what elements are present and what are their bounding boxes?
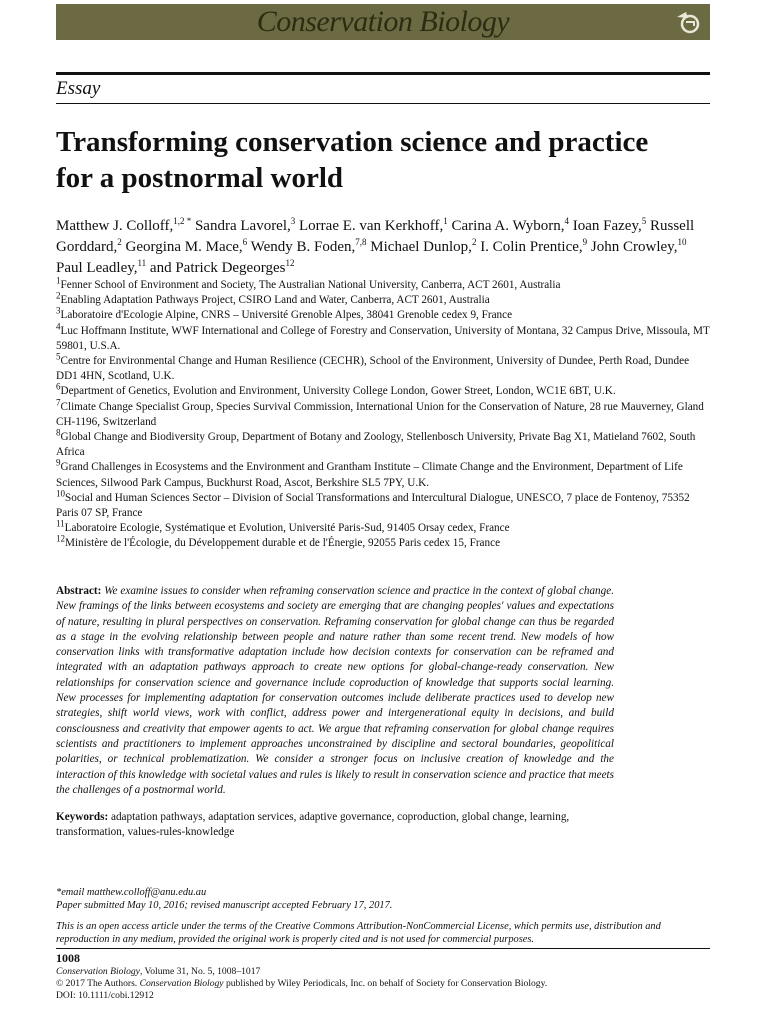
affiliation-number: 6	[56, 381, 61, 392]
affiliation-text: Climate Change Specialist Group, Species Survival Commission, International Union for the Conservation of Nature, 28 rue Mauverney, Gland CH-1196, Switzerland	[56, 400, 704, 428]
page-number: 1008	[56, 951, 80, 965]
author-affiliation-marker: 1,2 *	[173, 216, 192, 226]
author-affiliation-marker: 2	[471, 237, 477, 247]
affiliation	[56, 275, 710, 293]
affiliation	[56, 290, 710, 308]
article-title-line: Transforming conservation science and practice	[56, 126, 649, 158]
author-affiliation-marker: 7,8	[355, 237, 367, 247]
author-name: Paul Leadley,	[56, 260, 138, 276]
affiliation-text: Fenner School of Environment and Society, The Australian National University, Canberra, ACT 2601, Australia	[60, 279, 561, 291]
affiliation-number: 3	[56, 305, 61, 316]
author	[480, 239, 587, 255]
author-name: Matthew J. Colloff,	[56, 218, 174, 234]
author	[56, 218, 191, 234]
affiliation-number: 12	[56, 533, 65, 544]
open-access-logo-icon	[674, 9, 702, 35]
author-affiliation-marker: 5	[641, 216, 647, 226]
journal-name: Conservation Biology	[256, 5, 510, 38]
citation-journal: Conservation Biology	[56, 966, 140, 977]
author-affiliation-marker: 4	[564, 216, 569, 226]
copyright-journal: Conservation Biology	[139, 978, 224, 989]
affiliation-text: Department of Genetics, Evolution and Environment, University College London, Gower Street, London, WC1E 6BT, U.K.	[60, 385, 616, 398]
affiliation-text: Enabling Adaptation Pathways Project, CSIRO Land and Water, Canberra, ACT 2601, Australia	[60, 294, 490, 307]
author-affiliation-marker: 10	[677, 237, 687, 247]
abstract-text: We examine issues to consider when reframing conservation science and practice in the context of global change. New framings of the links between ecosystems and society are emerging that are changing peoples' values and expectations of nature, resulting in plural perspectives on conservation. Reframing conservation for global change can thus be regarded as a stage in the evolving relationship between people and nature rather than some recent trend. New models of how conservation links with transformative adaptation include how decision contexts for conservation can be reframed and integrated with an adaptation pathways approach to create new options for global-change-ready conservation. New relationships for conservation science and governance include coproduction of knowledge that supports social learning. New processes for implementing adaptation for conservation outcomes include deliberate practices used to develop new strategies, shift world views, work with conflict, address power and intergenerational equity in decisions, and build consciousness and creativity that empower agents to act. We argue that reframing conservation for global change requires scientists and practitioners to implement approaches unconstrained by discipline and sectoral boundaries, geopolitical polarities, or technical problematization. We consider a stronger focus on inclusive creation of knowledge and the interaction of this knowledge with societal values and rules is likely to result in conservation science and practice that meets the challenges of a postnormal world.	[56, 585, 614, 796]
author-name: Wendy B. Foden,	[250, 239, 356, 255]
affiliation	[56, 305, 710, 323]
keywords-text: adaptation pathways, adaptation services, adaptive governance, coproduction, global change, learning, transformation, values-rules-knowledge	[56, 811, 570, 839]
affiliation	[56, 518, 710, 536]
affiliation-number: 10	[56, 488, 65, 499]
affiliation-list	[56, 275, 710, 552]
author	[56, 260, 146, 276]
citation-line	[56, 966, 260, 978]
affiliation-number: 5	[56, 351, 61, 362]
affiliation-number: 11	[56, 518, 65, 529]
affiliation-text: Grand Challenges in Ecosystems and the Environment and Grantham Institute – Climate Change and the Environment, Department of Life Sciences, Silwood Park Campus, Buckhurst Road, Ascot, Berkshire SL5 7PY, U.K.	[56, 461, 683, 489]
abstract-label: Abstract:	[56, 585, 102, 597]
author-name: Lorrae E. van Kerkhoff,	[299, 218, 444, 234]
journal-banner	[56, 4, 710, 40]
author-affiliation-marker: 2	[117, 237, 122, 247]
copyright-prefix: © 2017 The Authors.	[56, 978, 138, 989]
keywords	[56, 810, 612, 841]
affiliation-text: Global Change and Biodiversity Group, Department of Botany and Zoology, Stellenbosch University, Private Bag X1, Matieland 7602, South Africa	[56, 431, 696, 459]
affiliation-number: 7	[56, 396, 61, 407]
affiliation	[56, 396, 710, 430]
affiliation-number: 2	[56, 290, 61, 301]
affiliation-number: 9	[56, 457, 61, 468]
author-affiliation-marker: 3	[290, 216, 296, 226]
author-name: Sandra Lavorel,	[194, 218, 291, 234]
affiliation-number: 4	[56, 320, 61, 331]
article-title	[56, 124, 696, 196]
header-rule	[56, 72, 710, 75]
author	[195, 218, 295, 234]
affiliation	[56, 533, 710, 551]
author-affiliation-marker: 11	[137, 258, 147, 268]
affiliation-text: Social and Human Sciences Sector – Division of Social Transformations and Intercultural Dialogue, UNESCO, 7 place de Fontenoy, 75352 Paris 07 SP, France	[56, 491, 690, 520]
section-rule	[56, 103, 710, 104]
section-label: Essay	[56, 78, 101, 99]
affiliation	[56, 320, 710, 354]
affiliation-text: Centre for Environmental Change and Human Resilience (CECHR), School of the Environment, University of Dundee, Perth Road, Dundee DD1 4HN, Scotland, U.K.	[56, 355, 690, 383]
affiliation-number: 8	[56, 427, 61, 438]
citation-details: , Volume 31, No. 5, 1008–1017	[139, 966, 261, 977]
affiliation-text: Luc Hoffmann Institute, WWF International and College of Forestry and Conservation, University of Montana, 32 Campus Drive, Missoula, MT 59801, U.S.A.	[56, 324, 710, 352]
affiliation	[56, 488, 710, 521]
author	[125, 239, 247, 255]
abstract	[56, 584, 614, 798]
author	[370, 239, 476, 255]
author	[299, 218, 448, 234]
author-name: Russell Gorddard,	[56, 218, 695, 255]
author-list	[56, 216, 716, 279]
affiliation-text: Laboratoire Ecologie, Systématique et Evolution, Université Paris-Sud, 91405 Orsay cedex, France	[64, 522, 510, 535]
author	[150, 260, 295, 276]
submission-dates: Paper submitted May 10, 2016; revised manuscript accepted February 17, 2017.	[56, 900, 393, 911]
author-name: Michael Dunlop,	[370, 239, 472, 255]
author-name: Carina A. Wyborn,	[451, 218, 565, 234]
affiliation-number: 1	[56, 275, 61, 286]
author	[573, 218, 647, 234]
license-note: This is an open access article under the terms of the Creative Commons Attribution-NonCommercial License, which permits use, distribution and reproduction in any medium, provided the original work is properly cited and is not used for commercial purposes.	[56, 921, 661, 945]
affiliation-text: Ministère de l'Écologie, du Développement durable et de l'Énergie, 92055 Paris cedex 15, France	[65, 537, 501, 550]
affiliation	[56, 457, 710, 490]
author-name: I. Colin Prentice,	[480, 239, 583, 255]
author-name: and Patrick Degeorges	[149, 260, 286, 276]
author	[251, 239, 367, 255]
doi: DOI: 10.1111/cobi.12912	[56, 990, 154, 1001]
affiliation-text: Laboratoire d'Ecologie Alpine, CNRS – Université Grenoble Alpes, 38041 Grenoble cedex 9, France	[60, 309, 513, 322]
affiliation	[56, 381, 710, 399]
author-name: Ioan Fazey,	[572, 218, 642, 234]
author-affiliation-marker: 12	[285, 258, 295, 268]
copyright-line	[56, 978, 547, 990]
corresponding-email: *email matthew.colloff@anu.edu.au	[56, 887, 207, 898]
copyright-suffix: published by Wiley Periodicals, Inc. on behalf of Society for Conservation Biology.	[225, 978, 548, 989]
author-name: Georgina M. Mace,	[125, 239, 243, 255]
author-name: John Crowley,	[590, 239, 678, 255]
author-affiliation-marker: 9	[582, 237, 588, 247]
affiliation	[56, 351, 710, 384]
author	[452, 218, 569, 234]
article-title-line: for a postnormal world	[56, 162, 344, 194]
affiliation	[56, 427, 710, 460]
author-affiliation-marker: 1	[443, 216, 448, 226]
footer-rule	[56, 948, 710, 949]
keywords-label: Keywords:	[56, 811, 109, 823]
author-affiliation-marker: 6	[242, 237, 248, 247]
author	[591, 239, 687, 255]
